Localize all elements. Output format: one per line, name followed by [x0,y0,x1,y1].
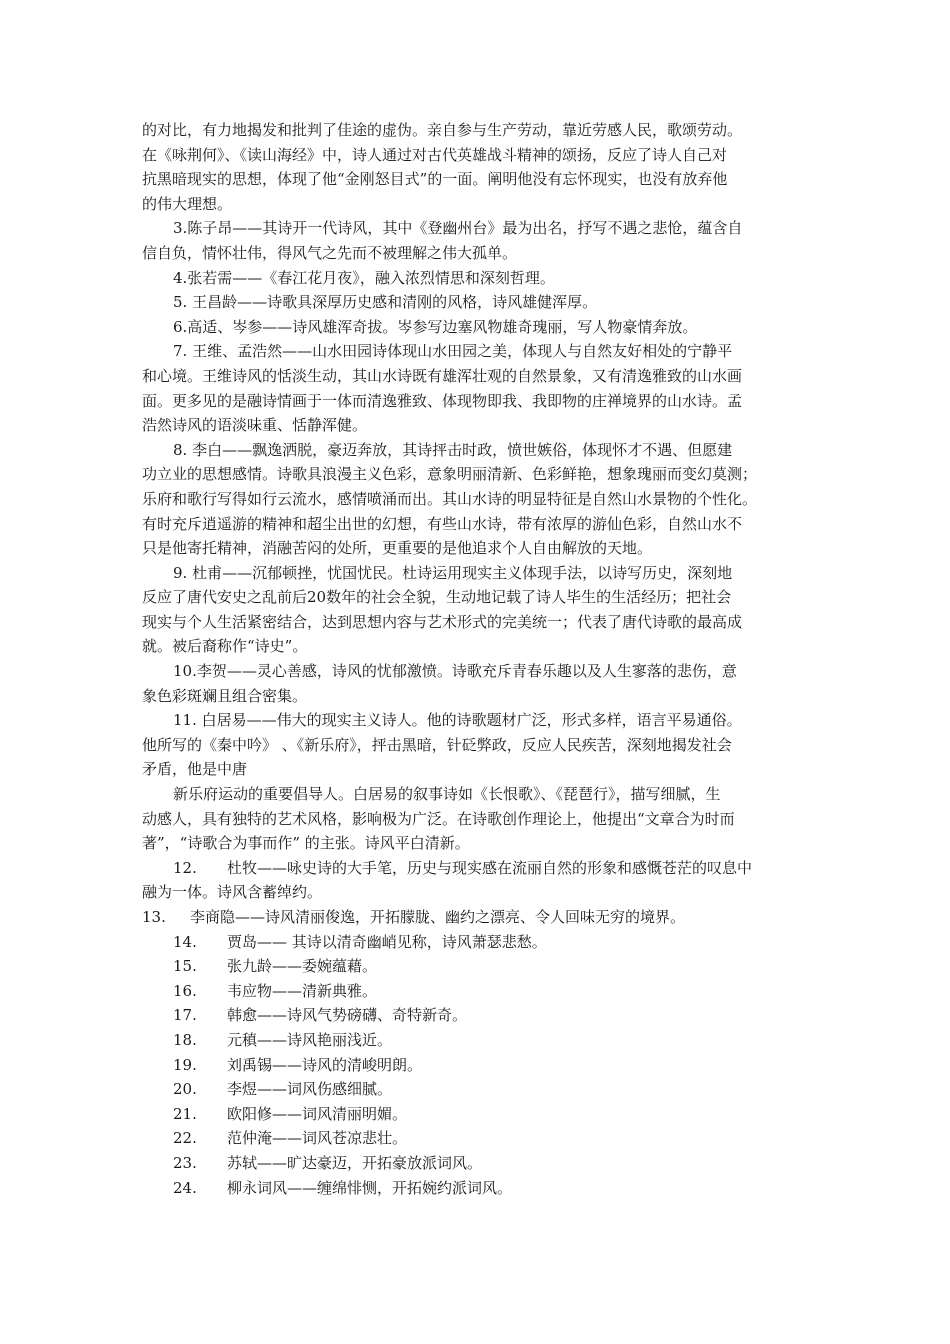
list-item [142,1126,822,1151]
list-item-text: 欧阳修——词风清丽明媚。 [227,1104,408,1123]
paragraph-line: 和心境。王维诗风的恬淡生动，其山水诗既有雄浑壮观的自然景象，又有清逸雅致的山水画 [142,366,743,385]
paragraph-line: 反应了唐代安史之乱前后20数年的社会全貌，生动地记载了诗人毕生的生活经历；把社会 [142,588,732,607]
document-body [142,118,822,1200]
list-item [142,1176,822,1201]
paragraph-line: 浩然诗风的语淡味重、恬静浑健。 [142,416,368,435]
paragraph-line: 著”，“诗歌合为事而作” 的主张。诗风平白清新。 [142,834,470,853]
list-item [142,954,822,979]
list-item-text: 刘禹锡——诗风的清峻明朗。 [227,1055,423,1074]
list-item [142,1053,822,1078]
paragraph-line: 功立业的思想感情。诗歌具浪漫主义色彩，意象明丽清新、色彩鲜艳，想象瑰丽而变幻莫测； [142,465,758,484]
list-item-number: 18. [173,1030,197,1049]
list-item [142,1077,822,1102]
list-item-text: 柳永词风——缠绵悱恻，开拓婉约派词风。 [227,1178,513,1197]
paragraph-line: 8. 李白——飘逸洒脱，豪迈奔放，其诗抨击时政，愤世嫉俗，体现怀才不遇、但愿建 [173,440,733,459]
list-item-text: 李煜——词风伤感细腻。 [227,1080,393,1099]
list-item-text: 贾岛—— 其诗以清奇幽峭见称，诗风萧瑟悲愁。 [227,932,547,951]
paragraph-line: 的伟大理想。 [142,194,233,213]
list-item-number: 22. [173,1129,197,1148]
paragraph-line: 9. 杜甫——沉郁顿挫，忧国忧民。杜诗运用现实主义体现手法，以诗写历史，深刻地 [173,563,733,582]
list-item [142,930,822,955]
list-item-text: 李商隐——诗风清丽俊逸，开拓朦胧、幽约之漂亮、令人回味无穷的境界。 [190,908,686,926]
list-item-number: 12. [173,858,197,877]
paragraph-line: 3.陈子昂——其诗开一代诗风，其中《登幽州台》最为出名，抒写不遇之悲怆，蕴含自 [173,219,743,238]
list-item-number: 16. [173,981,197,1000]
list-item-number: 23. [173,1153,197,1172]
paragraph-line: 在《咏荆何》、《读山海经》中，诗人通过对古代英雄战斗精神的颂扬，反应了诗人自己对 [142,145,728,164]
paragraph-line: 6.高适、岑参——诗风雄浑奇拔。岑参写边塞风物雄奇瑰丽，写人物豪情奔放。 [173,317,698,336]
list-item-text: 张九龄——委婉蕴藉。 [227,957,378,976]
list-item-number: 24. [173,1178,197,1197]
paragraph-line: 5. 王昌龄——诗歌具深厚历史感和清刚的风格，诗风雄健浑厚。 [173,293,598,312]
list-item [142,979,822,1004]
list-item-text: 韩愈——诗风气势磅礴、奇特新奇。 [227,1006,468,1025]
paragraph-line: 现实与个人生活紧密结合，达到思想内容与艺术形式的完美统一；代表了唐代诗歌的最高成 [142,612,743,631]
paragraph-line: 他所写的《秦中吟》 、《新乐府》，抨击黑暗，针砭弊政，反应人民疾苦，深刻地揭发社会 [142,735,732,754]
paragraph-line: 抗黑暗现实的思想，体现了他“金刚怒目式”的一面。阐明他没有忘怀现实，也没有放弃他 [142,170,728,189]
list-item-continuation [142,880,822,905]
list-item [142,1151,822,1176]
list-item [142,1028,822,1053]
list-item [142,1003,822,1028]
list-item-text: 韦应物——清新典雅。 [227,981,378,1000]
paragraph-line: 4.张若需——《春江花月夜》，融入浓烈情思和深刻哲理。 [173,268,555,287]
paragraph-line: 11. 白居易——伟大的现实主义诗人。他的诗歌题材广泛，形式多样，语言平易通俗。 [173,711,742,730]
list-item [142,905,822,930]
list-item-text: 苏轼——旷达豪迈，开拓豪放派词风。 [227,1153,483,1172]
paragraph-line: 就。被后裔称作“诗史”。 [142,637,308,656]
list-item-text: 范仲淹——词风苍凉悲壮。 [227,1129,408,1148]
list-item-number: 15. [173,957,197,976]
paragraph-line: 7. 王维、孟浩然——山水田园诗体现山水田园之美，体现人与自然友好相处的宁静平 [173,342,733,361]
list-item-number: 19. [173,1055,197,1074]
paragraph-line: 的对比，有力地揭发和批判了佳途的虚伪。亲自参与生产劳动，靠近劳感人民，歌颂劳动。 [142,121,743,139]
paragraph-line: 10.李贺——灵心善感，诗风的忧郁激愤。诗歌充斥青春乐趣以及人生寥落的悲伤，意 [173,662,737,681]
paragraph-line: 乐府和歌行写得如行云流水，感情喷涌而出。其山水诗的明显特征是自然山水景物的个性化。 [142,489,758,508]
list-item [142,1102,822,1127]
paragraph-line: 面。更多见的是融诗情画于一体而清逸雅致、体现物即我、我即物的庄禅境界的山水诗。孟 [142,391,743,410]
paragraph-line: 动感人，具有独特的艺术风格，影响极为广泛。在诗歌创作理论上，他提出“文章合为时而 [142,809,735,828]
paragraph-line: 新乐府运动的重要倡导人。白居易的叙事诗如《长恨歌》、《琵琶行》，描写细腻，生 [173,785,721,804]
paragraph-line: 有时充斥逍遥游的精神和超尘出世的幻想，有些山水诗，带有浓厚的游仙色彩，自然山水不 [142,514,743,533]
list-item-text: 元稹——诗风艳丽浅近。 [227,1030,393,1049]
list-item-text: 杜牧——咏史诗的大手笔，历史与现实感在流丽自然的形象和感慨苍茫的叹息中 [227,858,753,877]
paragraph-line: 象色彩斑斓且组合密集。 [142,686,308,705]
list-item-number: 14. [173,932,197,951]
paragraph-line: 信自负，情怀壮伟，得风气之先而不被理解之伟大孤单。 [142,243,518,262]
list-item [142,856,822,881]
list-item-number: 20. [173,1080,197,1099]
paragraph-line: 只是他寄托精神，消融苦闷的处所，更重要的是他追求个人自由解放的天地。 [142,539,653,558]
list-item-number: 21. [173,1104,197,1123]
paragraph-line: 矛盾，他是中唐 [142,760,248,779]
list-item-number: 17. [173,1006,197,1025]
list-item-text: 融为一体。诗风含蓄绰约。 [142,883,323,902]
list-item-number: 13. [142,908,166,926]
